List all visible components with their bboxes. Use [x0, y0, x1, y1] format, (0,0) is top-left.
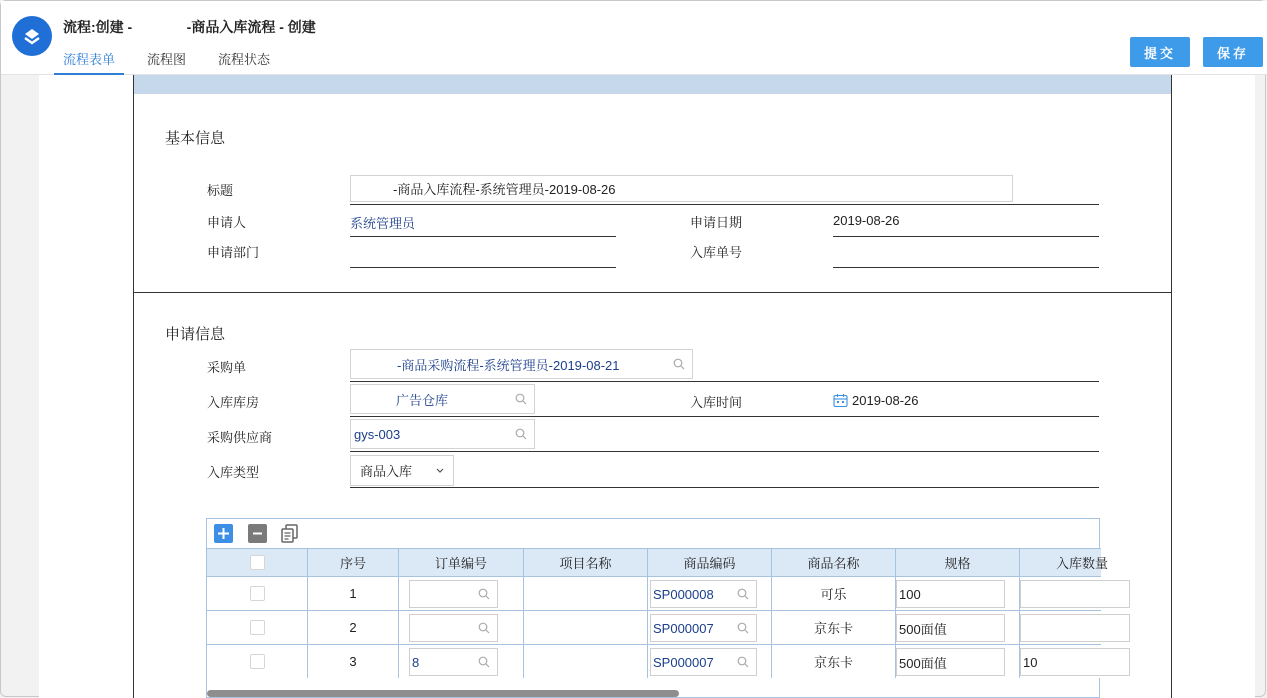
header	[1, 1, 1267, 75]
page-title: 流程:创建 - -商品入库流程 - 创建	[63, 19, 316, 35]
search-icon[interactable]	[673, 358, 685, 370]
purchase-value: -商品采购流程-系统管理员-2019-08-21	[397, 357, 620, 373]
apply-date-value: 2019-08-26	[833, 213, 900, 228]
code-input[interactable]: SP000008	[650, 580, 757, 608]
project-cell	[524, 645, 648, 678]
spec-input[interactable]: 500面值	[896, 614, 1005, 642]
stockin-time-label: 入库时间	[690, 395, 743, 410]
search-icon[interactable]	[737, 656, 749, 668]
minus-icon	[251, 527, 264, 540]
search-icon[interactable]	[478, 656, 490, 668]
qty-input[interactable]: 10	[1020, 648, 1130, 676]
header-code: 商品编码	[648, 549, 772, 576]
header-name: 商品名称	[772, 549, 896, 576]
spec-cell	[896, 611, 1020, 644]
stockin-time-field[interactable]	[833, 393, 919, 408]
section-divider	[134, 292, 1171, 293]
purchase-label: 采购单	[207, 360, 247, 375]
search-icon[interactable]	[737, 588, 749, 600]
order-no-cell	[399, 611, 524, 644]
applicant-label: 申请人	[207, 215, 247, 230]
add-row-button[interactable]	[214, 524, 233, 543]
apply-info-title: 申请信息	[165, 326, 226, 343]
seq-cell: 1	[308, 577, 399, 610]
row-checkbox[interactable]	[250, 620, 265, 635]
tab-form[interactable]: 流程表单	[54, 47, 124, 75]
project-cell	[524, 577, 648, 610]
row-checkbox[interactable]	[250, 654, 265, 669]
plus-icon	[217, 527, 230, 540]
row-select-cell[interactable]	[207, 577, 308, 610]
order-no-input[interactable]: 8	[409, 648, 498, 676]
header-select-all[interactable]	[207, 549, 308, 576]
chevron-down-icon	[436, 468, 444, 474]
table-row	[207, 644, 1101, 678]
seq-cell: 2	[308, 611, 399, 644]
code-input[interactable]: SP000007	[650, 614, 757, 642]
header-seq: 序号	[308, 549, 399, 576]
qty-cell	[1020, 645, 1144, 678]
search-icon[interactable]	[515, 393, 527, 405]
warehouse-value: 广告仓库	[396, 392, 449, 408]
supplier-underline	[350, 451, 1099, 452]
row-checkbox[interactable]	[250, 586, 265, 601]
qty-cell	[1020, 611, 1144, 644]
form-container	[133, 75, 1172, 698]
spec-input[interactable]: 500面值	[896, 648, 1005, 676]
spec-cell	[896, 577, 1020, 610]
purchase-field[interactable]	[350, 349, 693, 379]
title-underline	[350, 204, 1099, 205]
header-qty: 入库数量	[1055, 556, 1108, 571]
header-order-no: 订单编号	[399, 549, 524, 576]
search-icon[interactable]	[737, 622, 749, 634]
detail-grid	[206, 518, 1108, 698]
qty-input[interactable]	[1020, 614, 1130, 642]
row-select-cell[interactable]	[207, 645, 308, 678]
form-top-bar	[134, 75, 1171, 94]
header-spec: 规格	[896, 549, 1020, 576]
table-row	[207, 610, 1101, 644]
search-icon[interactable]	[515, 428, 527, 440]
order-no-cell	[399, 577, 524, 610]
applicant-underline	[350, 236, 616, 237]
apply-date-label: 申请日期	[690, 215, 743, 230]
tab-flowchart[interactable]: 流程图	[147, 52, 187, 67]
dept-underline	[350, 267, 616, 268]
copy-icon	[281, 524, 299, 543]
project-cell	[524, 611, 648, 644]
stockin-type-value: 商品入库	[360, 464, 413, 479]
qty-input[interactable]	[1020, 580, 1130, 608]
search-icon[interactable]	[478, 588, 490, 600]
warehouse-field[interactable]	[350, 384, 535, 414]
name-cell: 京东卡	[772, 645, 896, 678]
spec-cell	[896, 645, 1020, 678]
grid-toolbar	[207, 519, 1101, 548]
table-row	[207, 576, 1101, 610]
copy-row-button[interactable]	[280, 524, 299, 543]
code-input[interactable]: SP000007	[650, 648, 757, 676]
stockin-no-underline	[833, 267, 1099, 268]
code-cell	[648, 611, 772, 644]
supplier-value: gys-003	[354, 426, 401, 442]
code-cell	[648, 577, 772, 610]
code-cell	[648, 645, 772, 678]
seq-cell: 3	[308, 645, 399, 678]
warehouse-label: 入库库房	[207, 395, 260, 410]
name-cell: 京东卡	[772, 611, 896, 644]
select-all-checkbox[interactable]	[250, 555, 265, 570]
remove-row-button[interactable]	[248, 524, 267, 543]
form-page	[39, 75, 1255, 698]
purchase-underline	[350, 381, 1099, 382]
calendar-icon[interactable]	[833, 393, 848, 408]
grid-header-row	[207, 548, 1108, 576]
search-icon[interactable]	[478, 622, 490, 634]
header-project: 项目名称	[524, 549, 648, 576]
spec-input[interactable]: 100	[896, 580, 1005, 608]
stockin-type-select[interactable]	[350, 455, 454, 486]
submit-button[interactable]: 提交	[1130, 37, 1190, 67]
warehouse-underline	[350, 416, 1099, 417]
title-value: -商品入库流程-系统管理员-2019-08-26	[393, 182, 616, 197]
supplier-field[interactable]	[350, 419, 535, 449]
save-button[interactable]: 保存	[1203, 37, 1263, 67]
stockin-no-label: 入库单号	[690, 245, 743, 260]
tab-status[interactable]: 流程状态	[218, 52, 271, 67]
order-no-cell	[399, 645, 524, 678]
supplier-label: 采购供应商	[207, 430, 273, 445]
stockin-time-value: 2019-08-26	[852, 393, 919, 408]
applicant-value[interactable]: 系统管理员	[350, 216, 416, 231]
title-label: 标题	[207, 183, 234, 198]
horizontal-scrollbar[interactable]	[207, 690, 679, 697]
order-no-input[interactable]	[409, 614, 498, 642]
title-field[interactable]	[350, 175, 1013, 202]
stockin-type-underline	[350, 487, 1099, 488]
app-logo-icon	[12, 16, 52, 56]
dept-label: 申请部门	[207, 245, 260, 260]
tab-bar	[54, 47, 293, 75]
order-no-input[interactable]	[409, 580, 498, 608]
stockin-type-label: 入库类型	[207, 465, 260, 480]
basic-info-title: 基本信息	[165, 130, 226, 147]
apply-date-underline	[833, 236, 1099, 237]
name-cell: 可乐	[772, 577, 896, 610]
row-select-cell[interactable]	[207, 611, 308, 644]
qty-cell	[1020, 577, 1144, 610]
